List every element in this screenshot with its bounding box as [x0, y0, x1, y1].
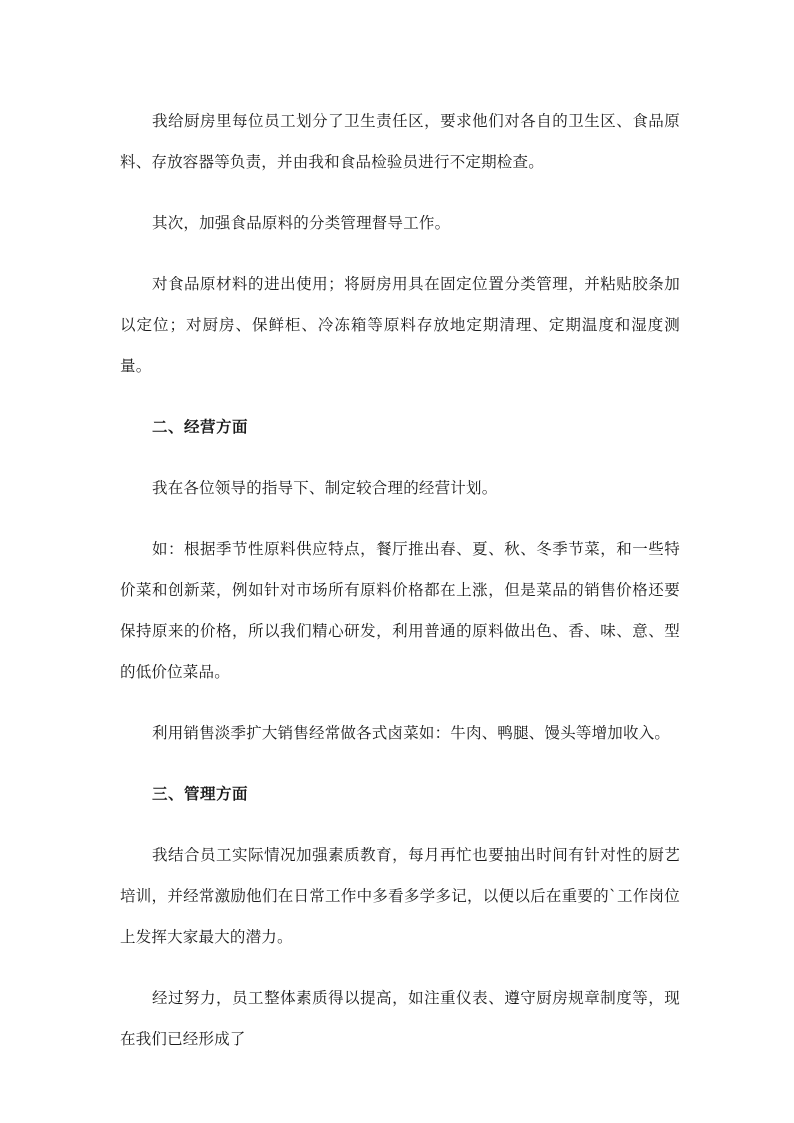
section-heading-operations: 二、经营方面 — [152, 418, 249, 436]
paragraph-seasonal-menu: 如：根据季节性原料供应特点，餐厅推出春、夏、秋、冬季节菜，和一些特价菜和创新菜，例如针对市场所有原料价格都在上涨，但是菜品的销售价格还要保持原来的价格，所以我们精心研发，利用普通的原料做出色、香、味、意、型的低价位菜品。 — [120, 540, 680, 681]
paragraph-ingredient-management: 其次，加强食品原料的分类管理督导工作。 — [152, 214, 451, 232]
section-heading-management: 三、管理方面 — [152, 785, 249, 803]
paragraph-hygiene-zones: 我给厨房里每位员工划分了卫生责任区，要求他们对各自的卫生区、食品原料、存放容器等负责，并由我和食品检验员进行不定期检查。 — [120, 112, 680, 171]
paragraph-storage-rules: 对食品原材料的进出使用；将厨房用具在固定位置分类管理，并粘贴胶条加以定位；对厨房、保鲜柜、冷冻箱等原料存放地定期清理、定期温度和湿度测量。 — [120, 275, 680, 375]
paragraph-operations-plan: 我在各位领导的指导下、制定较合理的经营计划。 — [152, 479, 498, 497]
document-page — [120, 101, 680, 1080]
paragraph-staff-results: 经过努力，员工整体素质得以提高，如注重仪表、遵守厨房规章制度等，现在我们已经形成了 — [120, 989, 680, 1048]
paragraph-staff-training: 我结合员工实际情况加强素质教育，每月再忙也要抽出时间有针对性的厨艺培训，并经常激励他们在日常工作中多看多学多记，以便以后在重要的`工作岗位上发挥大家最大的潜力。 — [120, 846, 680, 946]
paragraph-off-season-sales: 利用销售淡季扩大销售经常做各式卤菜如：牛肉、鸭腿、馒头等增加收入。 — [152, 724, 671, 742]
